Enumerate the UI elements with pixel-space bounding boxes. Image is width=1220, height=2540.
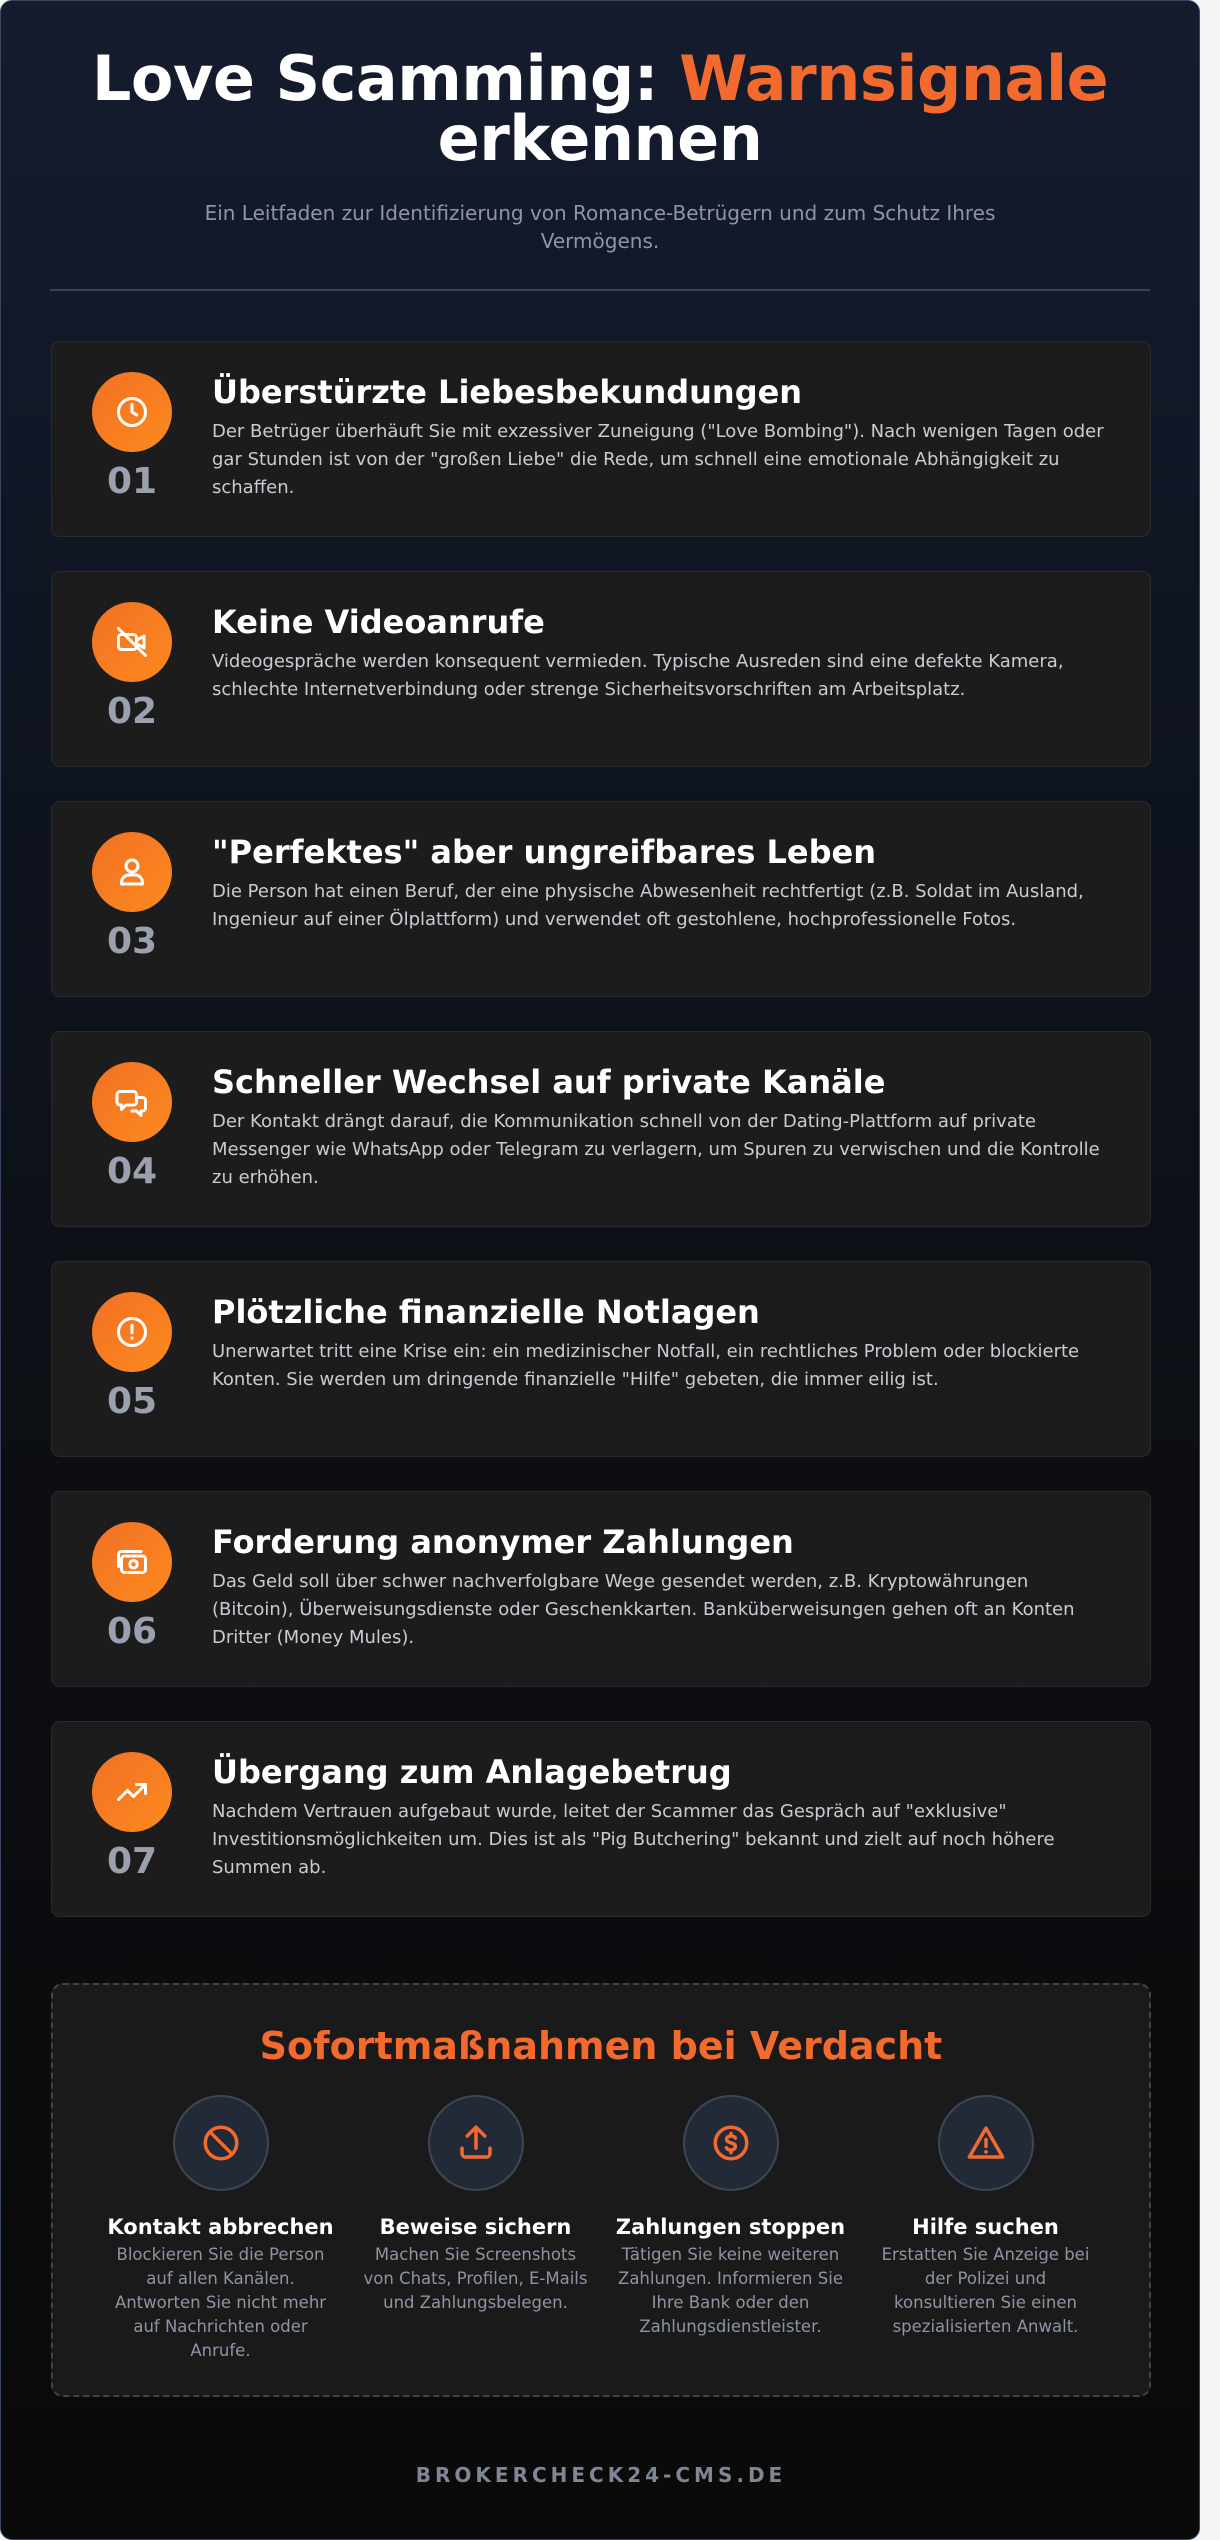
header xyxy=(1,1,1199,291)
measure-title: Beweise sichern xyxy=(379,2215,572,2239)
measure-text: Tätigen Sie keine weiteren Zahlungen. Informieren Sie Ihre Bank oder den Zahlungsdienstleister. xyxy=(618,2245,843,2336)
signal-number: 02 xyxy=(106,691,158,732)
signal-card-04 xyxy=(51,1031,1151,1227)
signal-text: Der Betrüger überhäuft Sie mit exzessiver Zuneigung ("Love Bombing"). Nach wenigen Tagen oder gar Stunden ist von der "großen Liebe" die Rede, um schnell eine emotionale Abhängigkeit zu schaffen. xyxy=(212,421,1104,498)
signal-title: Übergang zum Anlagebetrug xyxy=(212,1753,732,1791)
alert-circle-icon xyxy=(92,1292,172,1372)
signal-card-01 xyxy=(51,341,1151,537)
signal-number: 06 xyxy=(106,1611,158,1652)
footer-brand: BROKERCHECK24-CMS.DE xyxy=(415,2463,787,2487)
trending-up-icon xyxy=(92,1752,172,1832)
signal-number: 01 xyxy=(106,461,158,502)
signal-text: Videogespräche werden konsequent vermieden. Typische Ausreden sind eine defekte Kamera, schlechte Internetverbindung oder strenge Sicherheitsvorschriften am Arbeitsplatz. xyxy=(212,651,1064,700)
signal-number: 05 xyxy=(106,1381,158,1422)
signal-card-06 xyxy=(51,1491,1151,1687)
measure-text: Machen Sie Screenshots von Chats, Profilen, E-Mails und Zahlungsbelegen. xyxy=(363,2245,588,2312)
signal-text: Unerwartet tritt eine Krise ein: ein medizinischer Notfall, ein rechtliches Problem oder blockierte Konten. Sie werden um dringende finanzielle "Hilfe" gebeten, die immer eilig ist. xyxy=(212,1341,1080,1390)
signal-title: Forderung anonymer Zahlungen xyxy=(212,1523,794,1561)
signal-number: 07 xyxy=(106,1841,158,1882)
title-part2: erkennen xyxy=(437,102,763,175)
measure-title: Zahlungen stoppen xyxy=(615,2215,846,2239)
immediate-measures-box xyxy=(51,1983,1151,2397)
measure-text: Erstatten Sie Anzeige bei der Polizei und konsultieren Sie einen spezialisierten Anwalt. xyxy=(881,2245,1090,2336)
dollar-stop-icon xyxy=(683,2095,779,2191)
measure-title: Hilfe suchen xyxy=(912,2215,1059,2239)
warning-signals-list xyxy=(51,341,1151,1951)
clock-icon xyxy=(92,372,172,452)
measure-item-payments xyxy=(603,2095,858,2363)
money-icon xyxy=(92,1522,172,1602)
measures-title: Sofortmaßnahmen bei Verdacht xyxy=(259,2024,943,2068)
measure-item-contact xyxy=(93,2095,348,2363)
signal-title: Keine Videoanrufe xyxy=(212,603,545,641)
signal-text: Nachdem Vertrauen aufgebaut wurde, leitet der Scammer das Gespräch auf "exklusive" Investitionsmöglichkeiten um. Dies ist als "Pig Butchering" bekannt und zielt auf noch höhere Summen ab. xyxy=(212,1801,1055,1878)
page-title xyxy=(1,42,1199,175)
signal-title: Plötzliche finanzielle Notlagen xyxy=(212,1293,760,1331)
page-subtitle: Ein Leitfaden zur Identifizierung von Romance-Betrügern und zum Schutz Ihres Vermögens. xyxy=(204,201,996,253)
signal-card-05 xyxy=(51,1261,1151,1457)
signal-card-03 xyxy=(51,801,1151,997)
signal-number: 04 xyxy=(106,1151,158,1192)
signal-text: Die Person hat einen Beruf, der eine physische Abwesenheit rechtfertigt (z.B. Soldat im Ausland, Ingenieur auf einer Ölplattform) und verwendet oft gestohlene, hochprofessionelle Fotos. xyxy=(212,881,1084,930)
measure-title: Kontakt abbrechen xyxy=(107,2215,334,2239)
signal-card-07 xyxy=(51,1721,1151,1917)
signal-text: Der Kontakt drängt darauf, die Kommunikation schnell von der Dating-Plattform auf private Messenger wie WhatsApp oder Telegram zu verlagern, um Spuren zu verwischen und die Kontrolle zu erhöhen. xyxy=(212,1111,1100,1188)
upload-icon xyxy=(428,2095,524,2191)
title-part1: Love Scamming: xyxy=(91,42,680,115)
signal-number: 03 xyxy=(106,921,158,962)
user-icon xyxy=(92,832,172,912)
title-accent: Warnsignale xyxy=(679,42,1109,115)
measure-text: Blockieren Sie die Person auf allen Kanälen. Antworten Sie nicht mehr auf Nachrichten oder Anrufe. xyxy=(114,2245,327,2360)
measure-item-evidence xyxy=(348,2095,603,2363)
signal-text: Das Geld soll über schwer nachverfolgbare Wege gesendet werden, z.B. Kryptowährungen (Bitcoin), Überweisungsdienste oder Geschenkkarten. Banküberweisungen gehen oft an Konten Dritter (Money Mules). xyxy=(212,1571,1075,1648)
header-divider xyxy=(50,289,1150,291)
signal-title: "Perfektes" aber ungreifbares Leben xyxy=(212,833,876,871)
signal-card-02 xyxy=(51,571,1151,767)
signal-title: Schneller Wechsel auf private Kanäle xyxy=(212,1063,886,1101)
warning-triangle-icon xyxy=(938,2095,1034,2191)
measure-item-help xyxy=(858,2095,1113,2363)
video-off-icon xyxy=(92,602,172,682)
signal-title: Überstürzte Liebesbekundungen xyxy=(212,373,803,411)
chat-bubbles-icon xyxy=(92,1062,172,1142)
ban-icon xyxy=(173,2095,269,2191)
